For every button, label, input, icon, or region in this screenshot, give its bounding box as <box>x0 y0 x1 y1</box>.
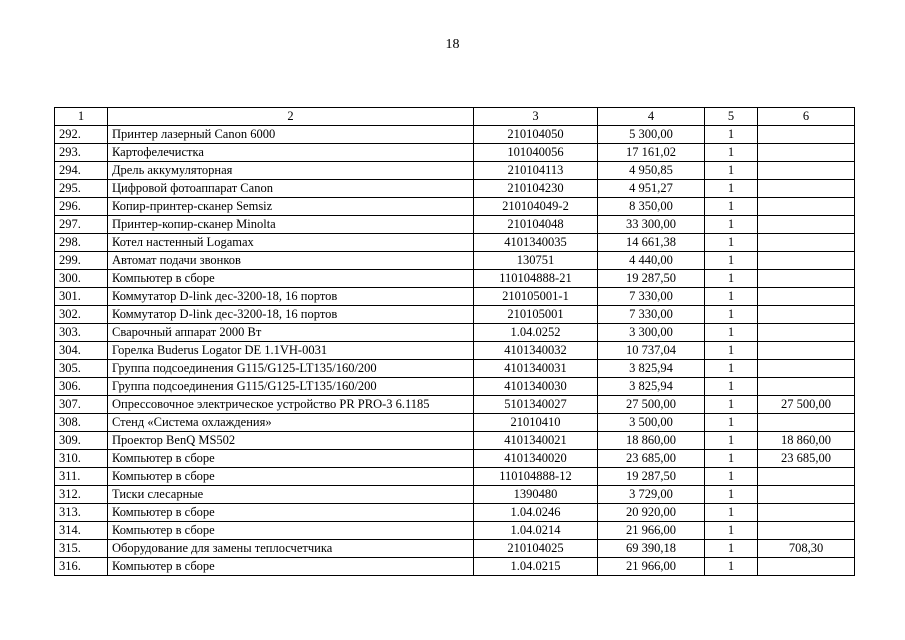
inventory-code-cell: 210104230 <box>474 180 598 198</box>
item-name-cell: Тиски слесарные <box>108 486 474 504</box>
row-number-cell: 304. <box>55 342 108 360</box>
inventory-code-cell: 130751 <box>474 252 598 270</box>
extra-value-cell: 23 685,00 <box>758 450 855 468</box>
inventory-code-cell: 1.04.0252 <box>474 324 598 342</box>
item-name-cell: Проектор BenQ MS502 <box>108 432 474 450</box>
inventory-code-cell: 210104113 <box>474 162 598 180</box>
quantity-cell: 1 <box>705 252 758 270</box>
price-cell: 21 966,00 <box>598 558 705 576</box>
row-number-cell: 308. <box>55 414 108 432</box>
column-header-5: 5 <box>705 108 758 126</box>
extra-value-cell <box>758 288 855 306</box>
table-row <box>55 126 855 144</box>
quantity-cell: 1 <box>705 126 758 144</box>
quantity-cell: 1 <box>705 162 758 180</box>
row-number-cell: 294. <box>55 162 108 180</box>
item-name-cell: Компьютер в сборе <box>108 504 474 522</box>
extra-value-cell <box>758 342 855 360</box>
row-number-cell: 298. <box>55 234 108 252</box>
extra-value-cell <box>758 198 855 216</box>
table-body <box>55 126 855 576</box>
table-row <box>55 144 855 162</box>
row-number-cell: 307. <box>55 396 108 414</box>
price-cell: 3 300,00 <box>598 324 705 342</box>
quantity-cell: 1 <box>705 396 758 414</box>
price-cell: 23 685,00 <box>598 450 705 468</box>
price-cell: 5 300,00 <box>598 126 705 144</box>
extra-value-cell: 18 860,00 <box>758 432 855 450</box>
item-name-cell: Компьютер в сборе <box>108 558 474 576</box>
row-number-cell: 312. <box>55 486 108 504</box>
quantity-cell: 1 <box>705 414 758 432</box>
inventory-code-cell: 1.04.0214 <box>474 522 598 540</box>
header-row <box>55 108 855 126</box>
extra-value-cell <box>758 504 855 522</box>
extra-value-cell <box>758 180 855 198</box>
price-cell: 18 860,00 <box>598 432 705 450</box>
extra-value-cell: 708,30 <box>758 540 855 558</box>
table-row <box>55 504 855 522</box>
inventory-code-cell: 210105001 <box>474 306 598 324</box>
extra-value-cell <box>758 216 855 234</box>
price-cell: 14 661,38 <box>598 234 705 252</box>
table-row <box>55 414 855 432</box>
extra-value-cell <box>758 234 855 252</box>
item-name-cell: Принтер-копир-сканер Minolta <box>108 216 474 234</box>
quantity-cell: 1 <box>705 198 758 216</box>
price-cell: 20 920,00 <box>598 504 705 522</box>
column-header-3: 3 <box>474 108 598 126</box>
row-number-cell: 292. <box>55 126 108 144</box>
table-row <box>55 162 855 180</box>
row-number-cell: 310. <box>55 450 108 468</box>
table-row <box>55 486 855 504</box>
inventory-code-cell: 1.04.0246 <box>474 504 598 522</box>
quantity-cell: 1 <box>705 432 758 450</box>
price-cell: 4 951,27 <box>598 180 705 198</box>
price-cell: 19 287,50 <box>598 468 705 486</box>
column-header-1: 1 <box>55 108 108 126</box>
price-cell: 3 500,00 <box>598 414 705 432</box>
item-name-cell: Группа подсоединения G115/G125-LT135/160/200 <box>108 360 474 378</box>
quantity-cell: 1 <box>705 450 758 468</box>
quantity-cell: 1 <box>705 306 758 324</box>
table-row <box>55 306 855 324</box>
table-row <box>55 540 855 558</box>
extra-value-cell <box>758 306 855 324</box>
table-row <box>55 342 855 360</box>
extra-value-cell <box>758 360 855 378</box>
row-number-cell: 293. <box>55 144 108 162</box>
price-cell: 3 825,94 <box>598 360 705 378</box>
inventory-code-cell: 4101340030 <box>474 378 598 396</box>
column-header-4: 4 <box>598 108 705 126</box>
row-number-cell: 296. <box>55 198 108 216</box>
row-number-cell: 300. <box>55 270 108 288</box>
inventory-code-cell: 4101340035 <box>474 234 598 252</box>
table-row <box>55 558 855 576</box>
price-cell: 21 966,00 <box>598 522 705 540</box>
extra-value-cell <box>758 414 855 432</box>
extra-value-cell <box>758 324 855 342</box>
inventory-code-cell: 1.04.0215 <box>474 558 598 576</box>
item-name-cell: Стенд «Система охлаждения» <box>108 414 474 432</box>
table-row <box>55 180 855 198</box>
page-number: 18 <box>445 37 460 52</box>
inventory-code-cell: 4101340032 <box>474 342 598 360</box>
row-number-cell: 305. <box>55 360 108 378</box>
table-row <box>55 234 855 252</box>
inventory-code-cell: 101040056 <box>474 144 598 162</box>
price-cell: 19 287,50 <box>598 270 705 288</box>
item-name-cell: Автомат подачи звонков <box>108 252 474 270</box>
row-number-cell: 301. <box>55 288 108 306</box>
item-name-cell: Коммутатор D-link дес-3200-18, 16 портов <box>108 306 474 324</box>
row-number-cell: 302. <box>55 306 108 324</box>
item-name-cell: Дрель аккумуляторная <box>108 162 474 180</box>
quantity-cell: 1 <box>705 378 758 396</box>
price-cell: 7 330,00 <box>598 306 705 324</box>
row-number-cell: 295. <box>55 180 108 198</box>
extra-value-cell <box>758 270 855 288</box>
row-number-cell: 314. <box>55 522 108 540</box>
quantity-cell: 1 <box>705 324 758 342</box>
item-name-cell: Котел настенный Logamax <box>108 234 474 252</box>
extra-value-cell <box>758 378 855 396</box>
item-name-cell: Коммутатор D-link дес-3200-18, 16 портов <box>108 288 474 306</box>
row-number-cell: 311. <box>55 468 108 486</box>
item-name-cell: Копир-принтер-сканер Semsiz <box>108 198 474 216</box>
inventory-code-cell: 4101340020 <box>474 450 598 468</box>
row-number-cell: 309. <box>55 432 108 450</box>
item-name-cell: Горелка Buderus Logator DE 1.1VH-0031 <box>108 342 474 360</box>
extra-value-cell <box>758 162 855 180</box>
inventory-code-cell: 210104025 <box>474 540 598 558</box>
table-row <box>55 360 855 378</box>
price-cell: 3 729,00 <box>598 486 705 504</box>
quantity-cell: 1 <box>705 288 758 306</box>
extra-value-cell <box>758 126 855 144</box>
table-row <box>55 522 855 540</box>
inventory-code-cell: 110104888-12 <box>474 468 598 486</box>
table-row <box>55 288 855 306</box>
price-cell: 33 300,00 <box>598 216 705 234</box>
quantity-cell: 1 <box>705 522 758 540</box>
quantity-cell: 1 <box>705 234 758 252</box>
row-number-cell: 316. <box>55 558 108 576</box>
row-number-cell: 299. <box>55 252 108 270</box>
table-row <box>55 324 855 342</box>
price-cell: 10 737,04 <box>598 342 705 360</box>
quantity-cell: 1 <box>705 144 758 162</box>
table-row <box>55 270 855 288</box>
inventory-code-cell: 4101340021 <box>474 432 598 450</box>
quantity-cell: 1 <box>705 540 758 558</box>
extra-value-cell <box>758 252 855 270</box>
table-row <box>55 432 855 450</box>
quantity-cell: 1 <box>705 486 758 504</box>
quantity-cell: 1 <box>705 216 758 234</box>
row-number-cell: 315. <box>55 540 108 558</box>
inventory-code-cell: 210105001-1 <box>474 288 598 306</box>
item-name-cell: Опрессовочное электрическое устройство PR PRO-3 6.1185 <box>108 396 474 414</box>
inventory-code-cell: 21010410 <box>474 414 598 432</box>
table-row <box>55 252 855 270</box>
table-row <box>55 396 855 414</box>
price-cell: 69 390,18 <box>598 540 705 558</box>
inventory-code-cell: 5101340027 <box>474 396 598 414</box>
item-name-cell: Компьютер в сборе <box>108 270 474 288</box>
inventory-code-cell: 1390480 <box>474 486 598 504</box>
item-name-cell: Компьютер в сборе <box>108 468 474 486</box>
item-name-cell: Цифровой фотоаппарат Canon <box>108 180 474 198</box>
inventory-code-cell: 210104048 <box>474 216 598 234</box>
item-name-cell: Сварочный аппарат 2000 Вт <box>108 324 474 342</box>
quantity-cell: 1 <box>705 504 758 522</box>
inventory-code-cell: 4101340031 <box>474 360 598 378</box>
price-cell: 4 440,00 <box>598 252 705 270</box>
price-cell: 3 825,94 <box>598 378 705 396</box>
extra-value-cell <box>758 486 855 504</box>
inventory-code-cell: 210104050 <box>474 126 598 144</box>
extra-value-cell <box>758 558 855 576</box>
row-number-cell: 306. <box>55 378 108 396</box>
inventory-code-cell: 110104888-21 <box>474 270 598 288</box>
extra-value-cell <box>758 144 855 162</box>
price-cell: 17 161,02 <box>598 144 705 162</box>
table-row <box>55 216 855 234</box>
inventory-table <box>54 107 855 576</box>
row-number-cell: 313. <box>55 504 108 522</box>
table-row <box>55 450 855 468</box>
quantity-cell: 1 <box>705 360 758 378</box>
quantity-cell: 1 <box>705 558 758 576</box>
item-name-cell: Принтер лазерный Canon 6000 <box>108 126 474 144</box>
item-name-cell: Компьютер в сборе <box>108 522 474 540</box>
inventory-code-cell: 210104049-2 <box>474 198 598 216</box>
quantity-cell: 1 <box>705 342 758 360</box>
extra-value-cell <box>758 468 855 486</box>
item-name-cell: Компьютер в сборе <box>108 450 474 468</box>
price-cell: 4 950,85 <box>598 162 705 180</box>
price-cell: 27 500,00 <box>598 396 705 414</box>
quantity-cell: 1 <box>705 270 758 288</box>
column-header-2: 2 <box>108 108 474 126</box>
extra-value-cell: 27 500,00 <box>758 396 855 414</box>
table-row <box>55 378 855 396</box>
item-name-cell: Картофелечистка <box>108 144 474 162</box>
table-row <box>55 468 855 486</box>
price-cell: 8 350,00 <box>598 198 705 216</box>
extra-value-cell <box>758 522 855 540</box>
item-name-cell: Оборудование для замены теплосчетчика <box>108 540 474 558</box>
quantity-cell: 1 <box>705 468 758 486</box>
price-cell: 7 330,00 <box>598 288 705 306</box>
quantity-cell: 1 <box>705 180 758 198</box>
row-number-cell: 303. <box>55 324 108 342</box>
item-name-cell: Группа подсоединения G115/G125-LT135/160/200 <box>108 378 474 396</box>
table-row <box>55 198 855 216</box>
row-number-cell: 297. <box>55 216 108 234</box>
column-header-6: 6 <box>758 108 855 126</box>
